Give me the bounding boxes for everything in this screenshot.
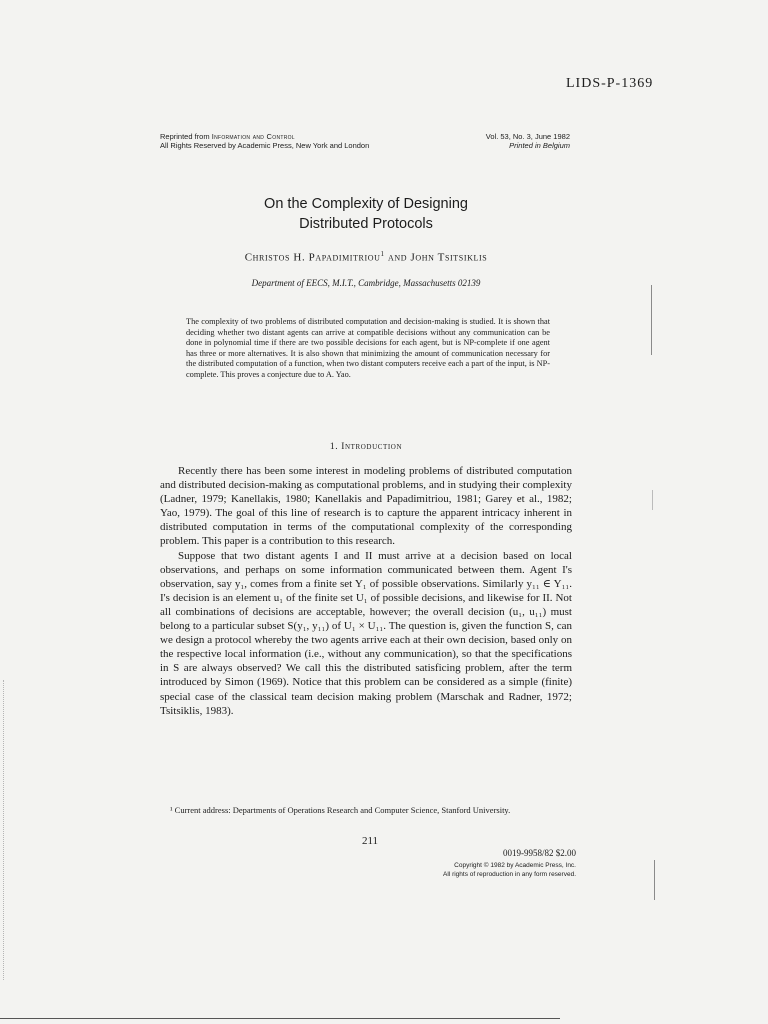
report-id: LIDS-P-1369 [566,76,654,91]
page-number: 211 [361,835,379,847]
body-text [160,464,572,718]
author-conjunction: and [387,251,408,264]
journal-name: Information and Control [211,132,295,141]
footnote-mark: 1 [380,250,385,258]
copyright-notice [380,862,576,879]
paper-title [160,194,572,234]
reprint-notice [160,133,369,150]
footnote-text: ¹ Current address: Departments of Operations Research and Computer Science, Stanford University. [170,805,511,815]
title-line-1: On the Complexity of Designing [264,196,468,212]
footnote [160,805,572,816]
title-line-2: Distributed Protocols [299,216,433,232]
scan-edge-line [652,490,653,510]
copyright-rights: All rights of reproduction in any form reserved. [443,870,576,878]
scan-margin-dots [3,680,8,980]
affiliation: Department of EECS, M.I.T., Cambridge, Massachusetts 02139 [251,278,481,288]
paragraph: Recently there has been some interest in modeling problems of distributed computation and distributed decision-making as computational problems, and in studying their complexity (Ladner, 1979; Kanellakis, 1980; Kanellakis and Papadimitriou, 1981; Garey et al., 1982; Yao, 1979). The goal of this line of research is to capture the apparent intricacy inherent in distributed computation in terms of the computational complexity of the corresponding problem. This paper is a contribution to this research. [160,465,572,548]
section-heading: 1. Introduction [329,442,403,452]
scan-edge-line [654,860,655,900]
copyright-line: Copyright © 1982 by Academic Press, Inc. [454,862,576,869]
reprint-prefix: Reprinted from [160,132,212,141]
abstract: The complexity of two problems of distributed computation and decision-making is studied. It is shown that deciding whether two distant agents can arrive at compatible decisions without any communication can be done in polynomial time if there are two possible decisions for each agent, but is NP-complete if one agent has three or more alternatives. It is also shown that minimizing the amount of communication necessary for the distributed computation of a function, when two distant computers receive each a part of the input, is NP-complete. This proves a conjecture due to A. Yao. [186,317,550,379]
scan-bottom-rule [0,1018,560,1019]
article-code: 0019-9958/82 $2.00 [503,848,576,858]
authors [160,250,572,264]
printed-location: Printed in Belgium [509,140,570,150]
paragraph: Suppose that two distant agents I and II must arrive at a decision based on local observations, and perhaps on some information communicated between them. Agent I's observation, say y₁, comes from a finite set Y₁ of possible observations. Similarly y₁₁ ∈ Y₁₁. I's decision is an element u₁ of the finite set U₁ of possible decisions, and likewise for II. Not all combinations of decisions are acceptable, however; the overall decision (u₁, u₁₁) must belong to a particular subset S(y₁, y₁₁) of U₁ × U₁₁. The question is, given the function S, can we design a protocol whereby the two agents arrive each at their own decision, based only on the respective local information (i.e., without any communication), so that the specifications in S are always observed? We call this the distributed satisficing problem, after the term introduced by Simon (1969). Notice that this problem can be considered as a simple (finite) special case of the classical team decision making problem (Marschak and Radner, 1972; Tsitsiklis, 1983). [160,549,572,717]
author-2: John Tsitsiklis [410,251,488,264]
rights-notice: All Rights Reserved by Academic Press, New York and London [160,140,370,150]
author-1: Christos H. Papadimitriou [244,251,381,264]
volume-info [430,133,570,150]
scan-edge-line [651,285,652,355]
volume-number: Vol. 53, No. 3, June 1982 [485,132,570,141]
